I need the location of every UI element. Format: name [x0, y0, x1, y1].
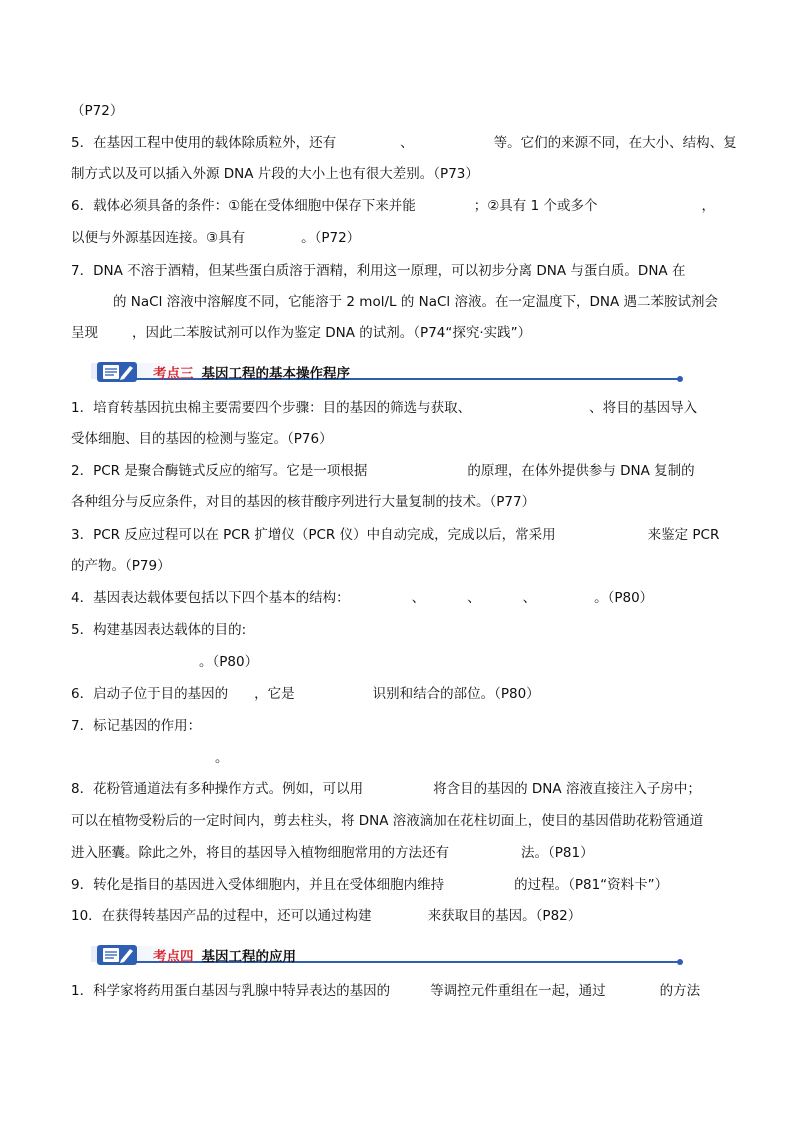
text-line: 。 — [215, 750, 229, 766]
text-line: 可以在植物受粉后的一定时间内，剪去柱头，将 DNA 溶液滴加在花柱切面上，使目的基因借助花粉管通道 — [71, 813, 704, 829]
text-line: 的 NaCl 溶液中溶解度不同，它能溶于 2 mol/L 的 NaCl 溶液。在一定温度下，DNA 遇二苯胺试剂会 — [113, 294, 718, 310]
text-line: 9．转化是指目的基因进入受体细胞内，并且在受体细胞内维持 的过程。（P81“资料卡”） — [71, 877, 669, 893]
text-line: 2．PCR 是聚合酶链式反应的缩写。它是一项根据 的原理，在体外提供参与 DNA 复制的 — [71, 463, 695, 479]
text-line: 呈现 ，因此二苯胺试剂可以作为鉴定 DNA 的试剂。（P74“探究·实践”） — [71, 325, 532, 341]
text-line: 5．在基因工程中使用的载体除质粒外，还有 、 等。它们的来源不同，在大小、结构、复 — [71, 135, 737, 151]
text-line: 制方式以及可以插入外源 DNA 片段的大小上也有很大差别。（P73） — [71, 166, 479, 182]
text-line: 以便与外源基因连接。③具有 。（P72） — [71, 230, 361, 246]
text-line: 10．在获得转基因产品的过程中，还可以通过构建 来获取目的基因。（P82） — [71, 908, 582, 924]
text-line: （P72） — [71, 103, 124, 119]
section-title: 考点三 基因工程的基本操作程序 — [153, 366, 350, 382]
text-line: 各种组分与反应条件，对目的基因的核苷酸序列进行大量复制的技术。（P77） — [71, 494, 536, 510]
section-header-s4 — [71, 943, 681, 973]
text-line: 3．PCR 反应过程可以在 PCR 扩增仪（PCR 仪）中自动完成，完成以后，常采用 来鉴定 PCR — [71, 527, 720, 543]
text-line: 8．花粉管通道法有多种操作方式。例如，可以用 将含目的基因的 DNA 溶液直接注入子房中； — [71, 781, 701, 797]
text-line: 4．基因表达载体要包括以下四个基本的结构： 、 、 、 。（P80） — [71, 590, 654, 606]
text-line: 进入胚囊。除此之外，将目的基因导入植物细胞常用的方法还有 法。（P81） — [71, 845, 594, 861]
notebook-pencil-icon — [95, 360, 139, 384]
section-header-s3 — [71, 360, 681, 390]
text-line: 1．科学家将药用蛋白基因与乳腺中特异表达的基因的 等调控元件重组在一起，通过 的方法 — [71, 983, 701, 999]
notebook-pencil-icon — [95, 943, 139, 967]
text-line: 7．标记基因的作用： — [71, 718, 202, 734]
text-line: 受体细胞、目的基因的检测与鉴定。（P76） — [71, 431, 333, 447]
text-line: 6．启动子位于目的基因的 ，它是 识别和结合的部位。（P80） — [71, 686, 540, 702]
text-line: 的产物。（P79） — [71, 558, 171, 574]
section-title: 考点四 基因工程的应用 — [153, 949, 296, 965]
text-line: 。（P80） — [199, 654, 259, 670]
text-line: 7．DNA 不溶于酒精，但某些蛋白质溶于酒精，利用这一原理，可以初步分离 DNA 与蛋白质。DNA 在 — [71, 263, 686, 279]
text-line: 5．构建基因表达载体的目的: — [71, 622, 247, 638]
text-line: 6．载体必须具备的条件：①能在受体细胞中保存下来并能 ；②具有 1 个或多个 ， — [71, 198, 715, 214]
text-line: 1．培育转基因抗虫棉主要需要四个步骤：目的基因的筛选与获取、 、将目的基因导入 — [71, 400, 698, 416]
